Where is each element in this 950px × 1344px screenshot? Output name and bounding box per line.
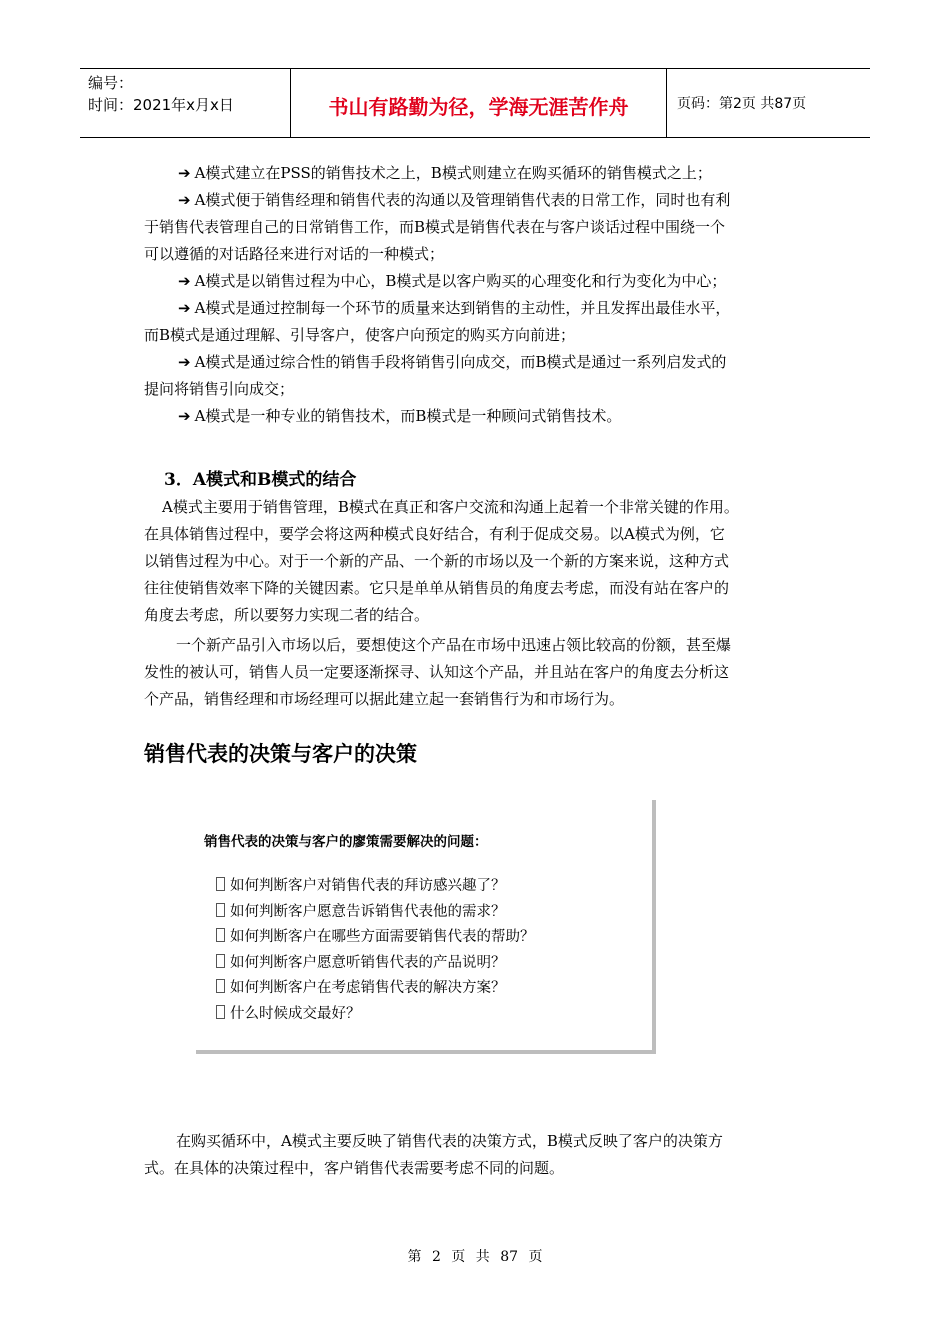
bullet-continuation: 可以遵循的对话路径来进行对话的一种模式； — [144, 245, 445, 263]
text-line: 发性的被认可，销售人员一定要逐渐探寻、认知这个产品，并且站在客户的角度去分析这 — [144, 663, 730, 681]
bullet-continuation: 于销售代表管理自己的日常销售工作，而B模式是销售代表在与客户谈话过程中围绕一个 — [144, 218, 726, 236]
bullet-item: ➔ A模式是一种专业的销售技术，而B模式是一种顾问式销售技术。 — [178, 407, 622, 425]
checkbox-icon — [216, 979, 225, 993]
text-line: 角度去考虑，所以要努力实现二者的结合。 — [144, 606, 430, 624]
questions-list — [216, 874, 535, 1027]
header-meta — [80, 69, 291, 137]
checkbox-icon — [216, 928, 225, 942]
question-item: 如何判断客户愿意听销售代表的产品说明？ — [216, 951, 535, 977]
question-item: 什么时候成交最好？ — [216, 1002, 535, 1028]
bullet-list — [144, 160, 808, 430]
questions-box — [196, 800, 656, 1054]
text-line: 在具体销售过程中，要学会将这两种模式良好结合，有利于促成交易。以A模式为例，它 — [144, 525, 725, 543]
arrow-right-icon: ➔ — [178, 272, 191, 290]
arrow-right-icon: ➔ — [178, 353, 191, 371]
bullet-continuation: 而B模式是通过理解、引导客户，使客户向预定的购买方向前进； — [144, 326, 576, 344]
arrow-right-icon: ➔ — [178, 164, 191, 182]
document-time-label: 时间：2021年x月x日 — [88, 96, 234, 114]
text-line: 个产品，销售经理和市场经理可以据此建立起一套销售行为和市场行为。 — [144, 690, 625, 708]
page-header — [80, 68, 870, 138]
checkbox-icon — [216, 903, 225, 917]
text-line: 在购买循环中，A模式主要反映了销售代表的决策方式，B模式反映了客户的决策方 — [176, 1132, 723, 1150]
question-item: 如何判断客户愿意告诉销售代表他的需求？ — [216, 900, 535, 926]
question-item: 如何判断客户在哪些方面需要销售代表的帮助？ — [216, 925, 535, 951]
closing-paragraph — [144, 1128, 808, 1182]
section-3 — [144, 466, 808, 713]
section-3-title: 3．A模式和B模式的结合 — [164, 470, 357, 490]
checkbox-icon — [216, 1005, 225, 1019]
document-number-label: 编号： — [88, 74, 134, 92]
question-item: 如何判断客户对销售代表的拜访感兴趣了？ — [216, 874, 535, 900]
bullet-item: ➔ A模式是通过控制每一个环节的质量来达到销售的主动性，并且发挥出最佳水平， — [178, 299, 731, 317]
header-motto: 书山有路勤为径，学海无涯苦作舟 — [291, 69, 667, 137]
text-line: 往往使销售效率下降的关键因素。它只是单单从销售员的角度去考虑，而没有站在客户的 — [144, 579, 730, 597]
bullet-item: ➔ A模式建立在PSS的销售技术之上，B模式则建立在购买循环的销售模式之上； — [178, 164, 712, 182]
checkbox-icon — [216, 877, 225, 891]
question-item: 如何判断客户在考虑销售代表的解决方案？ — [216, 976, 535, 1002]
text-line: 式。在具体的决策过程中，客户销售代表需要考虑不同的问题。 — [144, 1159, 565, 1177]
bullet-item: ➔ A模式是以销售过程为中心，B模式是以客户购买的心理变化和行为变化为中心； — [178, 272, 727, 290]
header-page-info: 页码：第2页 共87页 — [677, 96, 807, 112]
bullet-item: ➔ A模式是通过综合性的销售手段将销售引向成交，而B模式是通过一系列启发式的 — [178, 353, 727, 371]
page-footer: 第 2 页 共 87 页 — [407, 1249, 543, 1265]
section-3-paragraph-1 — [144, 494, 808, 629]
questions-box-title: 销售代表的决策与客户的廖策需要解决的问题： — [204, 834, 488, 850]
bullet-continuation: 提问将销售引向成交； — [144, 380, 295, 398]
section-3-paragraph-2 — [144, 632, 808, 713]
bullet-item: ➔ A模式便于销售经理和销售代表的沟通以及管理销售代表的日常工作，同时也有利 — [178, 191, 731, 209]
text-line: A模式主要用于销售管理，B模式在真正和客户交流和沟通上起着一个非常关键的作用。 — [162, 498, 739, 516]
arrow-right-icon: ➔ — [178, 299, 191, 317]
section-heading: 销售代表的决策与客户的决策 — [144, 742, 417, 766]
text-line: 一个新产品引入市场以后，要想使这个产品在市场中迅速占领比较高的份额，甚至爆 — [176, 636, 732, 654]
checkbox-icon — [216, 954, 225, 968]
arrow-right-icon: ➔ — [178, 191, 191, 209]
arrow-right-icon: ➔ — [178, 407, 191, 425]
text-line: 以销售过程为中心。对于一个新的产品、一个新的市场以及一个新的方案来说，这种方式 — [144, 552, 730, 570]
